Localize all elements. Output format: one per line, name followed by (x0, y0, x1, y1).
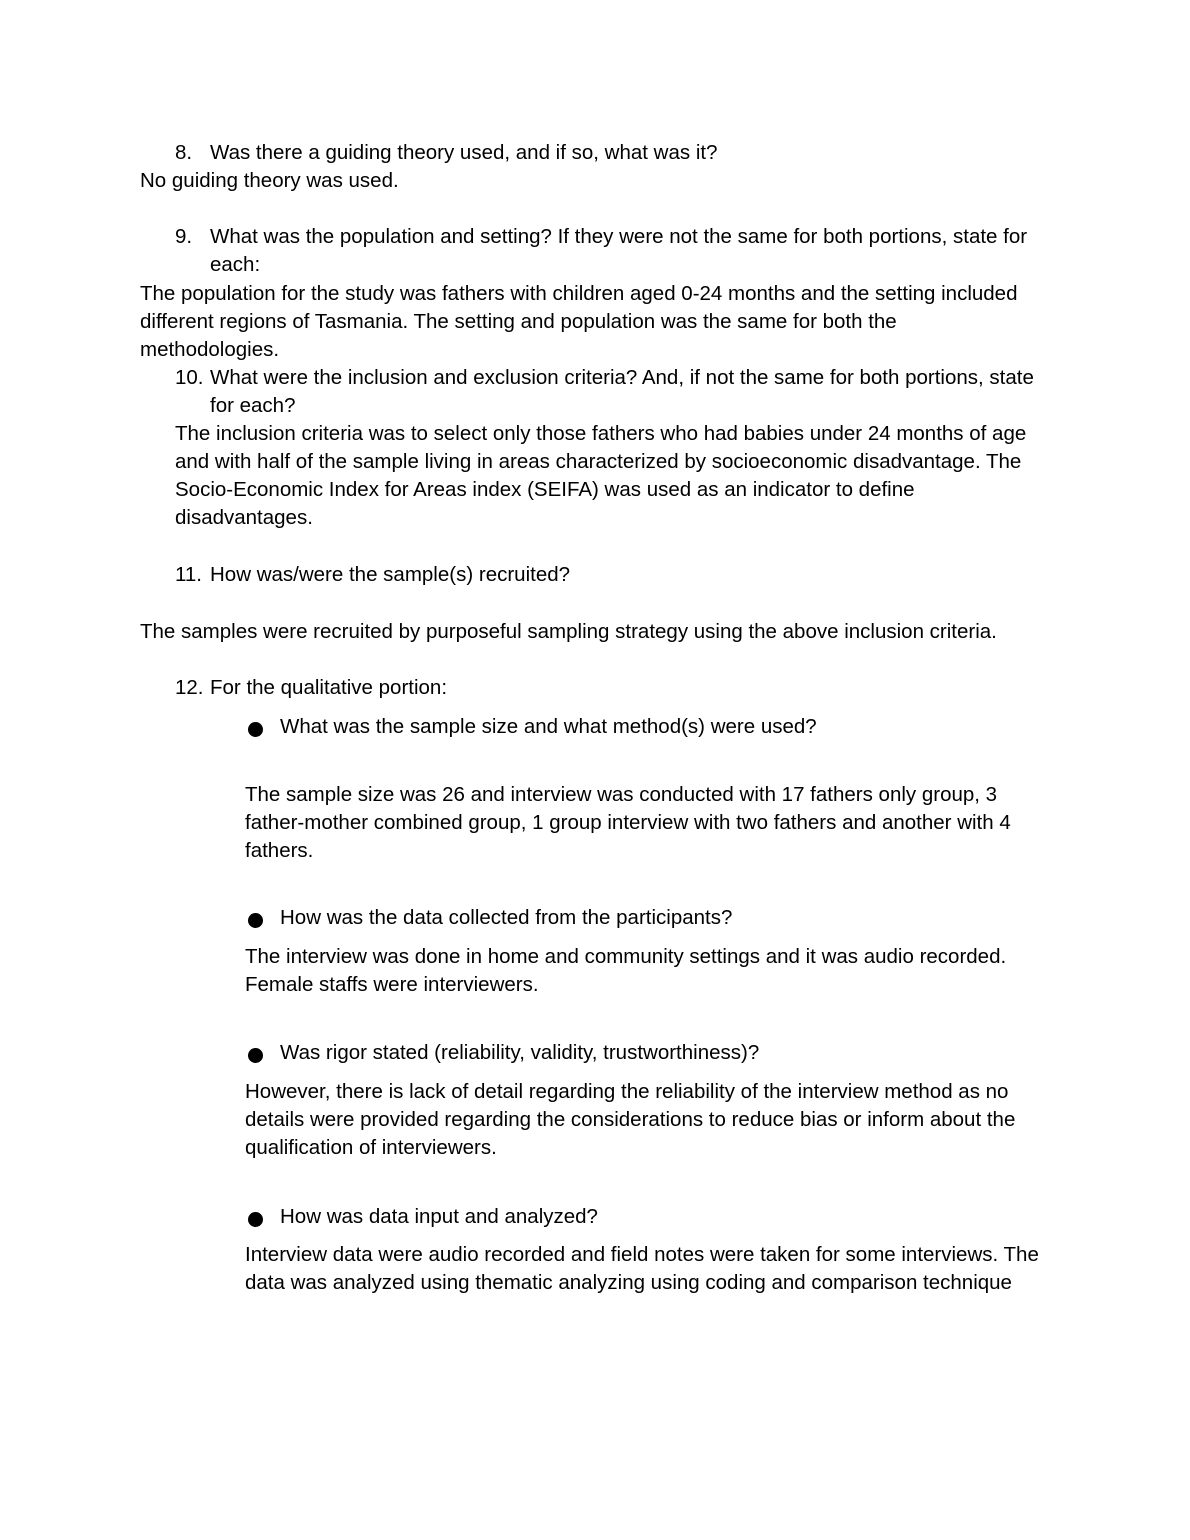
answer-11: The samples were recruited by purposeful sampling strategy using the above inclusion criteria. (140, 620, 997, 643)
question-number: 8. (175, 141, 193, 164)
bullet-question: How was the data collected from the participants? (280, 906, 733, 929)
question-text: Was there a guiding theory used, and if so, what was it? (210, 141, 718, 164)
bullet-item (245, 1039, 1055, 1067)
question-10 (175, 364, 1055, 420)
bullet-icon (248, 1048, 263, 1063)
bullet-answer: However, there is lack of detail regarding the reliability of the interview method as no details were provided regarding the considerations to reduce bias or inform about the qualification of interviewers. (245, 1080, 1016, 1159)
bullet-answer: The sample size was 26 and interview was conducted with 17 fathers only group, 3 father-mother combined group, 1 group interview with two fathers and another with 4 fathers. (245, 783, 1011, 862)
question-number: 12. (175, 676, 204, 699)
question-text: What were the inclusion and exclusion criteria? And, if not the same for both portions, state for each? (210, 366, 1034, 417)
answer-10: The inclusion criteria was to select only those fathers who had babies under 24 months of age and with half of the sample living in areas characterized by socioeconomic disadvantage. The Socio-Economic Index for Areas index (SEIFA) was used as an indicator to define disadvantages. (175, 422, 1027, 529)
question-12 (175, 674, 1055, 702)
answer-9: The population for the study was fathers with children aged 0-24 months and the setting included different regions of Tasmania. The setting and population was the same for both the methodologies. (140, 282, 1018, 361)
bullet-icon (248, 1212, 263, 1227)
bullet-item (245, 1203, 1055, 1231)
answer-8: No guiding theory was used. (140, 169, 399, 192)
bullet-answer: Interview data were audio recorded and field notes were taken for some interviews. The data was analyzed using thematic analyzing using coding and comparison technique (245, 1243, 1039, 1294)
question-text: How was/were the sample(s) recruited? (210, 563, 571, 586)
bullet-icon (248, 722, 263, 737)
bullet-question: What was the sample size and what method(s) were used? (280, 715, 817, 738)
bullet-icon (248, 913, 263, 928)
question-text: What was the population and setting? If they were not the same for both portions, state for each: (210, 225, 1028, 276)
bullet-answer: The interview was done in home and community settings and it was audio recorded. Female staffs were interviewers. (245, 945, 1007, 996)
bullet-question: Was rigor stated (reliability, validity, trustworthiness)? (280, 1041, 760, 1064)
question-11 (175, 561, 1055, 589)
question-9 (175, 223, 1055, 279)
bullet-item (245, 904, 1055, 932)
question-number: 10. (175, 366, 204, 389)
bullet-item (245, 713, 1055, 741)
question-number: 9. (175, 225, 193, 248)
bullet-question: How was data input and analyzed? (280, 1205, 598, 1228)
question-text: For the qualitative portion: (210, 676, 448, 699)
question-number: 11. (175, 563, 202, 586)
question-8 (175, 139, 1055, 167)
